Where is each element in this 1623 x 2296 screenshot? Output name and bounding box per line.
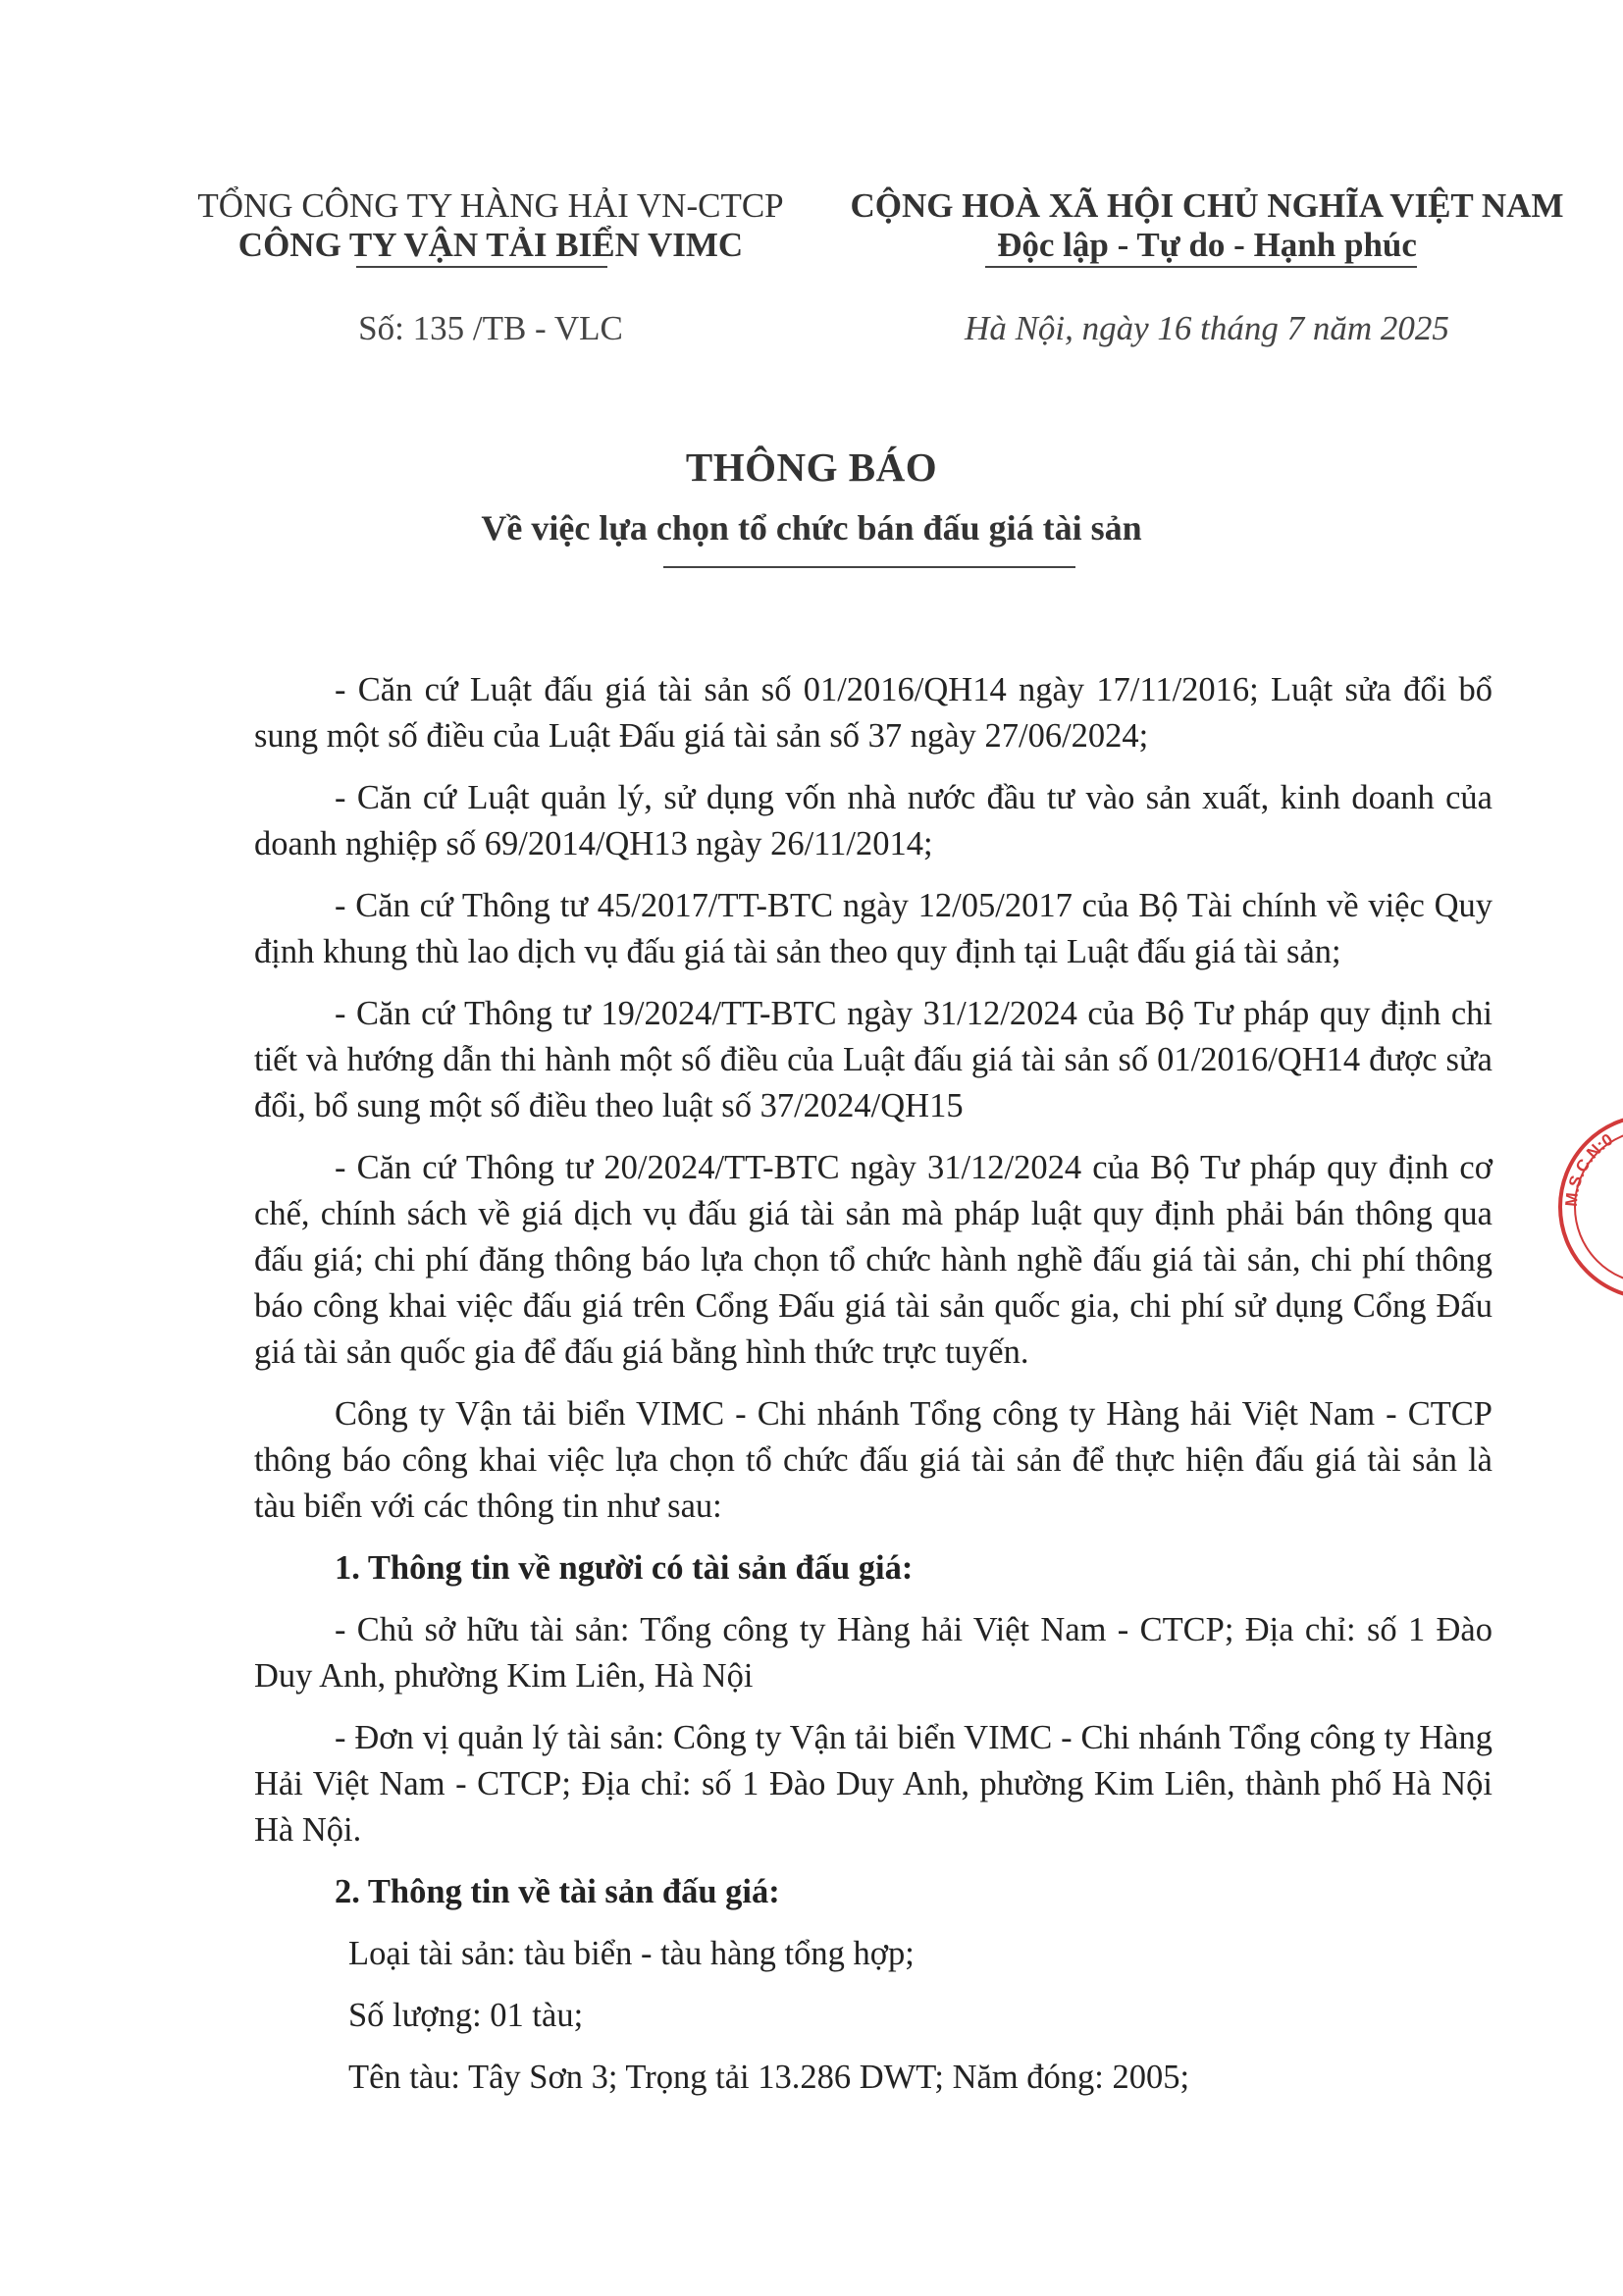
seal-text-icon (1558, 1114, 1623, 1300)
basis-paragraph-2: - Căn cứ Luật quản lý, sử dụng vốn nhà nước đầu tư vào sản xuất, kinh doanh của doanh nghiệp số 69/2014/QH13 ngày 26/11/2014; (254, 779, 1492, 862)
document-subtitle: Về việc lựa chọn tổ chức bán đấu giá tài sản (481, 508, 1142, 548)
basis-paragraph-4: - Căn cứ Thông tư 19/2024/TT-BTC ngày 31/12/2024 của Bộ Tư pháp quy định chi tiết và hướng dẫn thi hành một số điều của Luật đấu giá tài sản số 01/2016/QH14 được sửa đổi, bổ sung một số điều theo luật số 37/2024/QH15 (254, 995, 1492, 1124)
svg-text:M.S.C.N:0: M.S.C.N:0 (1561, 1129, 1617, 1208)
asset-owner-paragraph: - Chủ sở hữu tài sản: Tổng công ty Hàng hải Việt Nam - CTCP; Địa chỉ: số 1 Đào Duy Anh, phường Kim Liên, Hà Nội (254, 1611, 1492, 1695)
basis-paragraph-1: - Căn cứ Luật đấu giá tài sản số 01/2016/QH14 ngày 17/11/2016; Luật sửa đổi bổ sung một số điều của Luật Đấu giá tài sản số 37 ngày 27/06/2024; (254, 671, 1492, 755)
org-name: CÔNG TY VẬN TẢI BIỂN VIMC (237, 226, 744, 264)
announcement-paragraph: Công ty Vận tải biển VIMC - Chi nhánh Tổng công ty Hàng hải Việt Nam - CTCP thông báo công khai việc lựa chọn tổ chức đấu giá tài sản để thực hiện đấu giá tài sản là tàu biển với các thông tin như sau: (254, 1395, 1492, 1525)
place-date: Hà Nội, ngày 16 tháng 7 năm 2025 (965, 309, 1449, 347)
document-body (254, 667, 1492, 2116)
asset-type-line: Loại tài sản: tàu biển - tàu hàng tổng hợp; (348, 1935, 915, 1972)
section-1-heading: 1. Thông tin về người có tài sản đấu giá: (335, 1549, 914, 1587)
asset-quantity-line: Số lượng: 01 tàu; (348, 1997, 584, 2034)
basis-paragraph-5: - Căn cứ Thông tư 20/2024/TT-BTC ngày 31/12/2024 của Bộ Tư pháp quy định cơ chế, chính sách về giá dịch vụ đấu giá tài sản mà pháp luật quy định phải bán thông qua đấu giá; chi phí đăng thông báo lựa chọn tổ chức hành nghề đấu giá tài sản, chi phí thông báo công khai việc đấu giá trên Cổng Đấu giá tài sản quốc gia, chi phí sử dụng Cổng Đấu giá tài sản quốc gia để đấu giá bằng hình thức trực tuyến. (254, 1149, 1492, 1371)
subtitle-underline (663, 566, 1075, 568)
nation-heading: CỘNG HOÀ XÃ HỘI CHỦ NGHĨA VIỆT NAM (850, 186, 1564, 225)
document-title: THÔNG BÁO (685, 444, 938, 490)
org-parent-name: TỔNG CÔNG TY HÀNG HẢI VN-CTCP (197, 186, 784, 225)
company-seal-stamp (1558, 1114, 1623, 1300)
asset-manager-paragraph: - Đơn vị quản lý tài sản: Công ty Vận tải biển VIMC - Chi nhánh Tổng công ty Hàng Hải Việt Nam - CTCP; Địa chỉ: số 1 Đào Duy Anh, phường Kim Liên, thành phố Hà Nội Hà Nội. (254, 1719, 1492, 1849)
motto: Độc lập - Tự do - Hạnh phúc (997, 226, 1417, 264)
motto-underline (985, 266, 1417, 268)
org-underline (356, 266, 607, 268)
ship-details-line: Tên tàu: Tây Sơn 3; Trọng tải 13.286 DWT; Năm đóng: 2005; (348, 2059, 1190, 2096)
basis-paragraph-3: - Căn cứ Thông tư 45/2017/TT-BTC ngày 12/05/2017 của Bộ Tài chính về việc Quy định khung thù lao dịch vụ đấu giá tài sản theo quy định tại Luật đấu giá tài sản; (254, 887, 1492, 970)
document-number: Số: 135 /TB - VLC (358, 309, 623, 347)
section-2-heading: 2. Thông tin về tài sản đấu giá: (335, 1873, 780, 1910)
